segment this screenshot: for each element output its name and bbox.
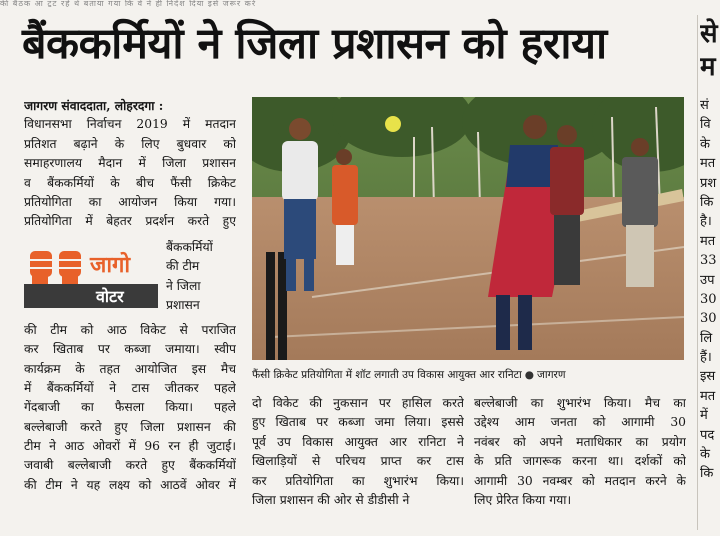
next-story-text (700, 96, 720, 484)
text-line: मत (700, 156, 716, 172)
article-column-1 (24, 96, 236, 495)
text-line: लि (700, 330, 713, 346)
text-line: कि (700, 466, 714, 482)
text-line: प्रश (700, 175, 717, 191)
text-line: सं (700, 98, 709, 113)
text-line: कार्यक्रम के तहत आयोजित इस मैच (24, 361, 236, 376)
text-line: प्रतियोगिता का आयोजन किया गया। (24, 194, 236, 209)
cricket-photo (252, 97, 684, 360)
text-line: हुए खिताब पर कब्जा जमा लिया। इससे (252, 415, 464, 430)
previous-text-strip: की बैठक आ टूट रहे थे बताया गया कि वे ने ही निर्देश दिया इसे जरूर करें (0, 0, 257, 7)
article-column-3 (474, 394, 686, 510)
text-line: समाहरणालय मैदान में जिला प्रशासन (24, 156, 236, 171)
text-line: की टीम ने यह लक्ष्य को आठवें ओवर में (24, 477, 236, 492)
text-line: 30 (700, 291, 717, 307)
text-line: हैं। (700, 350, 712, 366)
text-line: टीम ने आठ ओवरों में 96 रन ही जुटाई। (24, 439, 236, 454)
man-grey-coat (622, 138, 658, 287)
bullet-icon: ● (524, 369, 534, 381)
text-line: के प्रति जागरूक करना था। दर्शकों को (474, 454, 686, 469)
text-line: में बैंककर्मियों ने टास जीतकर पहले (24, 380, 236, 395)
text-line: विधानसभा निर्वाचन 2019 में मतदान (24, 117, 236, 132)
text-line: प्रतियोगिता में बेहतर प्रदर्शन करते हुए (24, 214, 236, 229)
text-line: उप (700, 272, 715, 288)
next-story-headline (700, 18, 720, 84)
text-line: पूर्व उप विकास आयुक्त आर रानिटा ने (252, 434, 464, 449)
text-line: कर प्रतियोगिता का शुभारंभ किया। (252, 473, 464, 488)
text-line: के (700, 136, 710, 152)
text-line: में (700, 408, 708, 424)
logo-bottom-word: वोटर (96, 286, 124, 306)
text-line: उद्देश्य आम जनता को आगामी 30 (474, 415, 686, 430)
text-line: की टीम को आठ विकेट से पराजित (24, 322, 236, 337)
text-line: की टीम (166, 259, 200, 274)
text-line: बल्लेबाजी का शुभारंभ किया। मैच का (474, 396, 686, 410)
text-line: इस (700, 369, 716, 385)
man-sweater (550, 125, 584, 285)
next-headline-line: से (700, 19, 718, 49)
caption-text: फैंसी क्रिकेट प्रतियोगिता में शॉट लगाती उप विकास आयुक्त आर रानिटा (252, 369, 522, 381)
logo-top-word: जागो (90, 252, 131, 278)
text-line: जिला प्रशासन की ओर से डीडीसी ने (252, 492, 410, 507)
headline: बैंककर्मियों ने जिला प्रशासन को हराया (22, 19, 607, 69)
text-line: बैंककर्मियों (166, 239, 213, 254)
text-line: नवंबर को अपने मताधिकार का प्रयोग (474, 434, 686, 449)
text-line: प्रशासन (166, 297, 200, 312)
text-line: जवाबी बल्लेबाजी करते हुए बैंककर्मियों (24, 458, 236, 473)
text-line: 30 (700, 311, 717, 327)
column-divider (697, 15, 698, 530)
text-line: व बैंककर्मियों के बीच फैंसी क्रिकेट (24, 175, 236, 190)
text-line: के (700, 447, 710, 463)
next-headline-line: म (700, 52, 716, 82)
text-line: कर खिताब पर कब्जा जमाया। स्वीप (24, 342, 236, 357)
text-line: मत (700, 233, 716, 249)
caption-credit: जागरण (536, 369, 566, 381)
text-line: खिलाड़ियों से परिचय प्राप्त कर टास (252, 454, 464, 469)
jago-voter-row (24, 238, 236, 320)
logo-side-text (166, 238, 236, 316)
text-line: कि (700, 194, 714, 210)
text-line: वि (700, 117, 711, 133)
jago-voter-logo (24, 243, 158, 309)
text-line: मत (700, 388, 716, 404)
text-line: बल्लेबाजी करते हुए जिला प्रशासन की (24, 419, 236, 434)
text-line: पद (700, 427, 715, 443)
text-line: प्रतिशत बढ़ाने के लिए बुधवार को (24, 136, 236, 151)
text-line: है। (700, 214, 712, 230)
byline: जागरण संवाददाता, लोहरदगा : (24, 98, 164, 113)
text-line: दो विकेट की नुकसान पर हासिल करते (252, 396, 464, 410)
text-line: 33 (700, 253, 717, 269)
text-line: गेंदबाजी का फैसला किया। पहले (24, 400, 236, 415)
photo-caption (252, 368, 692, 382)
text-line: लिए प्रेरित किया गया। (474, 492, 572, 507)
article-column-2 (252, 394, 464, 510)
text-line: आगामी 30 नवम्बर को मतदान करने के (474, 473, 686, 488)
text-line: ने जिला (166, 278, 201, 293)
